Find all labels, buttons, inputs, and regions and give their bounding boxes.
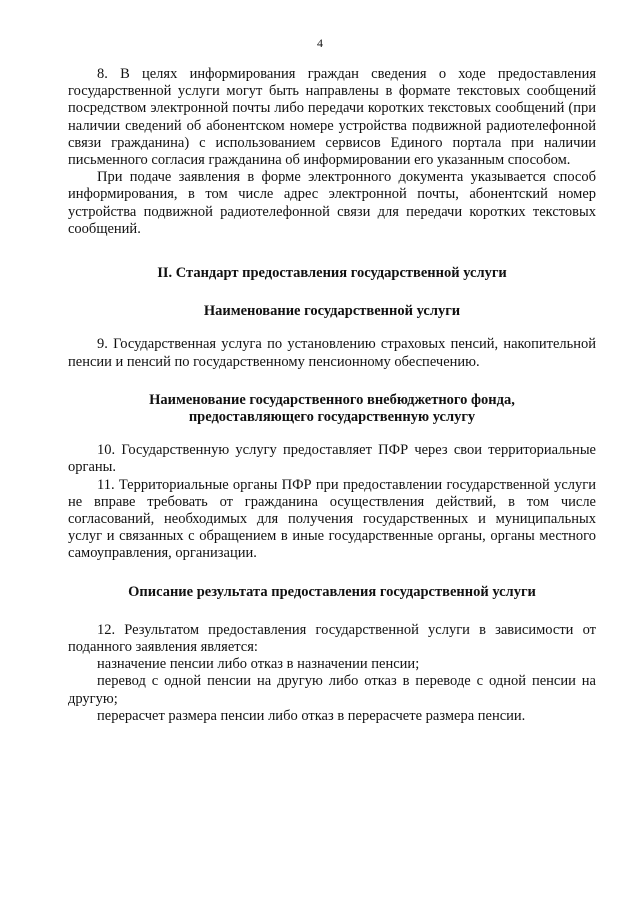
paragraph-9: 9. Государственная услуга по установлению страховых пенсий, накопительной пенсии и пенсий по государственному пенсионному обеспечению. (68, 336, 596, 370)
list-item: перевод с одной пенсии на другую либо отказ в переводе с одной пенсии на другую; (68, 673, 596, 707)
page-number: 4 (317, 36, 323, 50)
paragraph-8-continuation: При подаче заявления в форме электронного документа указывается способ информирования, в том числе адрес электронной почты, абонентский номер устройства подвижной радиотелефонной связи для передачи коротких текстовых сообщений. (68, 169, 596, 237)
heading-service-name: Наименование государственной услуги (203, 303, 461, 320)
section-title: II. Стандарт предоставления государственной услуги (157, 265, 507, 282)
list-item: назначение пенсии либо отказ в назначении пенсии; (97, 656, 420, 673)
spacer (68, 371, 596, 392)
heading-fund-line-2: предоставляющего государственную услугу (188, 409, 476, 426)
paragraph-10: 10. Государственную услугу предоставляет ПФР через свои территориальные органы. (68, 442, 596, 476)
spacer (68, 320, 596, 336)
paragraph-11: 11. Территориальные органы ПФР при предоставлении государственной услуги не вправе требовать от гражданина осуществления действий, в том числе согласований, необходимых для получения государственных и муниципальных услуг и связанных с обращением в иные государственные органы, органы местного самоуправления, организации. (68, 476, 596, 562)
spacer (68, 601, 596, 622)
list-item: перерасчет размера пенсии либо отказ в перерасчете размера пенсии. (97, 707, 526, 724)
heading-fund-line-1: Наименование государственного внебюджетного фонда, (149, 391, 515, 408)
spacer (68, 563, 596, 584)
spacer (68, 426, 596, 442)
spacer (68, 238, 596, 265)
paragraph-12: 12. Результатом предоставления государственной услуги в зависимости от поданного заявления является: (68, 621, 596, 656)
paragraph-8: 8. В целях информирования граждан сведения о ходе предоставления государственной услуги могут быть направлены в формате текстовых сообщений посредством электронной почты либо передачи коротких текстовых сообщений (при наличии сведений об абонентском номере устройства подвижной радиотелефонной связи гражданина) с использованием сервисов Единого портала при наличии письменного согласия гражданина об информировании его указанным способом. (68, 66, 596, 169)
spacer (68, 282, 596, 303)
heading-result: Описание результата предоставления государственной услуги (128, 583, 536, 600)
document-body (68, 66, 596, 725)
